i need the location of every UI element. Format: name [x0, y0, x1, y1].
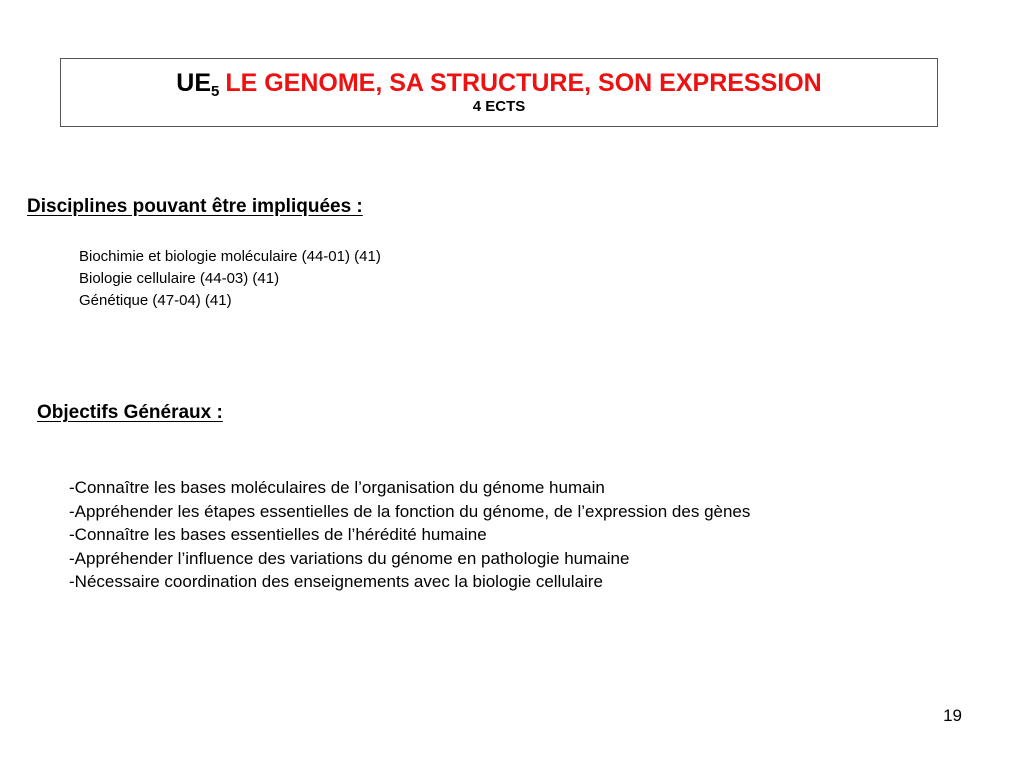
- objective-item: -Appréhender les étapes essentielles de la fonction du génome, de l’expression des gènes: [69, 501, 751, 521]
- objectives-list: [69, 476, 750, 594]
- ue-subscript: 5: [211, 83, 220, 100]
- ue-title: LE GENOME, SA STRUCTURE, SON EXPRESSION: [225, 69, 822, 97]
- objectives-heading: Objectifs Généraux :: [37, 402, 223, 423]
- objective-item: -Appréhender l’influence des variations du génome en pathologie humaine: [69, 548, 630, 568]
- ue-code: [176, 69, 225, 100]
- discipline-item: Biochimie et biologie moléculaire (44-01) (41): [79, 248, 381, 265]
- disciplines-list: [79, 246, 381, 312]
- page-number: 19: [943, 706, 962, 725]
- objective-item: -Connaître les bases essentielles de l’hérédité humaine: [69, 525, 487, 544]
- objective-item: -Connaître les bases moléculaires de l’organisation du génome humain: [69, 478, 605, 497]
- disciplines-heading: Disciplines pouvant être impliquées :: [27, 196, 363, 217]
- slide-title: [61, 69, 937, 100]
- ects-credits: 4 ECTS: [472, 98, 526, 115]
- objective-item: -Nécessaire coordination des enseignements avec la biologie cellulaire: [69, 572, 603, 591]
- discipline-item: Génétique (47-04) (41): [79, 292, 232, 309]
- ue-prefix: UE: [176, 69, 211, 97]
- title-box: [60, 58, 938, 127]
- discipline-item: Biologie cellulaire (44-03) (41): [79, 270, 280, 287]
